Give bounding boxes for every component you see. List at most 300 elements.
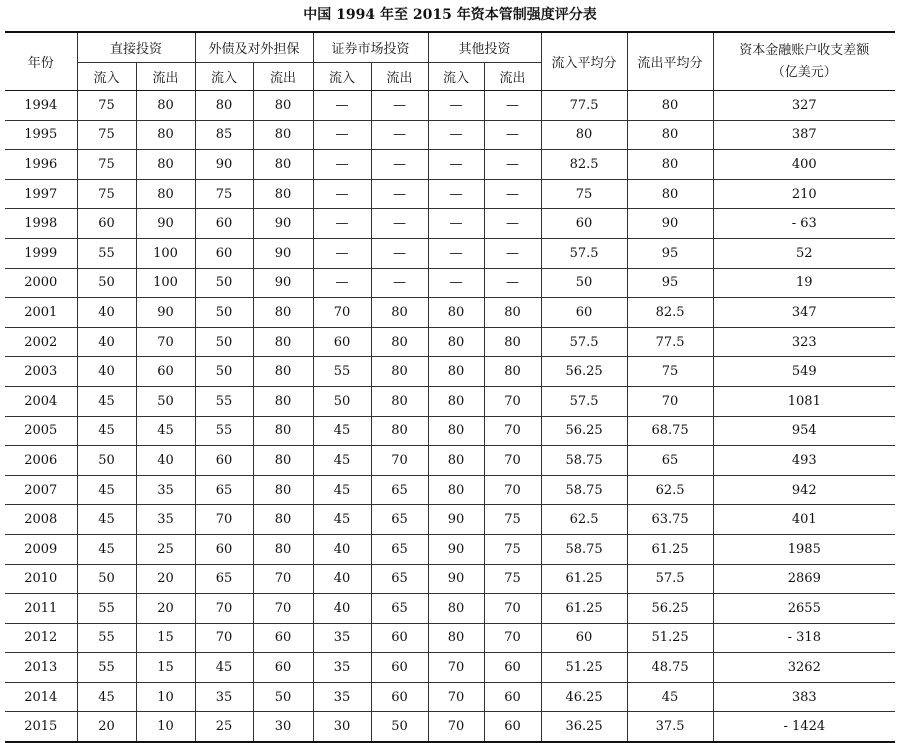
cell-securities-in: 45	[313, 505, 371, 535]
header-fdi: 直接投资	[77, 32, 195, 63]
cell-other-out: 80	[484, 357, 541, 387]
cell-fdi-in: 50	[77, 446, 136, 476]
cell-fdi-in: 55	[77, 238, 136, 268]
cell-fdi-out: 40	[136, 446, 195, 476]
cell-inflow-avg: 60	[541, 209, 627, 239]
cell-outflow-avg: 80	[627, 120, 713, 150]
cell-fdi-in: 55	[77, 623, 136, 653]
table-row	[5, 594, 895, 624]
cell-securities-out: 80	[371, 416, 428, 446]
cell-year: 2012	[5, 623, 77, 653]
table-row	[5, 386, 895, 416]
cell-outflow-avg: 68.75	[627, 416, 713, 446]
header-balance-line2: （亿美元）	[771, 64, 837, 80]
cell-securities-in: —	[313, 209, 371, 239]
cell-outflow-avg: 95	[627, 238, 713, 268]
cell-other-in: —	[428, 238, 484, 268]
table-row	[5, 298, 895, 328]
cell-securities-in: —	[313, 150, 371, 180]
cell-securities-in: 70	[313, 298, 371, 328]
cell-securities-in: 35	[313, 623, 371, 653]
cell-year: 1994	[5, 91, 77, 121]
cell-fdi-out: 20	[136, 594, 195, 624]
cell-other-in: 80	[428, 298, 484, 328]
cell-fdi-in: 40	[77, 357, 136, 387]
table-row	[5, 712, 895, 742]
cell-securities-out: —	[371, 120, 428, 150]
cell-debt-out: 80	[253, 475, 313, 505]
cell-inflow-avg: 61.25	[541, 564, 627, 594]
header-debt-in: 流入	[195, 63, 253, 91]
cell-inflow-avg: 36.25	[541, 712, 627, 742]
cell-debt-out: 90	[253, 268, 313, 298]
cell-balance: 2869	[713, 564, 895, 594]
cell-inflow-avg: 57.5	[541, 386, 627, 416]
cell-securities-in: 40	[313, 534, 371, 564]
cell-balance: 1985	[713, 534, 895, 564]
cell-other-out: 75	[484, 505, 541, 535]
cell-securities-in: —	[313, 238, 371, 268]
cell-inflow-avg: 60	[541, 623, 627, 653]
table-row	[5, 327, 895, 357]
cell-debt-in: 50	[195, 357, 253, 387]
header-securities-out: 流出	[371, 63, 428, 91]
cell-fdi-out: 90	[136, 209, 195, 239]
header-balance	[713, 32, 895, 91]
cell-other-in: 80	[428, 446, 484, 476]
cell-fdi-in: 75	[77, 120, 136, 150]
cell-securities-out: 70	[371, 446, 428, 476]
cell-securities-out: —	[371, 150, 428, 180]
cell-other-in: 80	[428, 386, 484, 416]
header-fdi-in: 流入	[77, 63, 136, 91]
cell-debt-out: 80	[253, 150, 313, 180]
cell-fdi-in: 75	[77, 150, 136, 180]
cell-outflow-avg: 56.25	[627, 594, 713, 624]
cell-securities-out: 80	[371, 298, 428, 328]
cell-inflow-avg: 57.5	[541, 238, 627, 268]
cell-securities-in: 55	[313, 357, 371, 387]
cell-securities-out: 60	[371, 653, 428, 683]
cell-year: 2009	[5, 534, 77, 564]
cell-year: 2006	[5, 446, 77, 476]
cell-debt-out: 80	[253, 386, 313, 416]
table-row	[5, 623, 895, 653]
cell-inflow-avg: 46.25	[541, 682, 627, 712]
cell-inflow-avg: 58.75	[541, 534, 627, 564]
cell-balance: 493	[713, 446, 895, 476]
cell-debt-in: 60	[195, 238, 253, 268]
cell-securities-out: 60	[371, 682, 428, 712]
cell-debt-in: 55	[195, 386, 253, 416]
cell-fdi-in: 45	[77, 416, 136, 446]
cell-debt-out: 80	[253, 534, 313, 564]
cell-year: 2014	[5, 682, 77, 712]
cell-fdi-in: 40	[77, 298, 136, 328]
cell-outflow-avg: 48.75	[627, 653, 713, 683]
cell-outflow-avg: 80	[627, 150, 713, 180]
cell-securities-out: 65	[371, 594, 428, 624]
cell-year: 2011	[5, 594, 77, 624]
header-outflow-avg: 流出平均分	[627, 32, 713, 91]
cell-fdi-out: 80	[136, 150, 195, 180]
cell-debt-out: 60	[253, 653, 313, 683]
header-debt-out: 流出	[253, 63, 313, 91]
cell-debt-out: 90	[253, 238, 313, 268]
cell-fdi-out: 60	[136, 357, 195, 387]
cell-other-out: 75	[484, 564, 541, 594]
cell-outflow-avg: 95	[627, 268, 713, 298]
cell-year: 2000	[5, 268, 77, 298]
cell-fdi-out: 20	[136, 564, 195, 594]
cell-inflow-avg: 80	[541, 120, 627, 150]
header-inflow-avg: 流入平均分	[541, 32, 627, 91]
cell-inflow-avg: 56.25	[541, 416, 627, 446]
cell-year: 2013	[5, 653, 77, 683]
cell-fdi-in: 45	[77, 505, 136, 535]
cell-securities-out: 65	[371, 564, 428, 594]
cell-inflow-avg: 60	[541, 298, 627, 328]
cell-outflow-avg: 62.5	[627, 475, 713, 505]
cell-debt-in: 85	[195, 120, 253, 150]
cell-outflow-avg: 90	[627, 209, 713, 239]
cell-other-in: 90	[428, 505, 484, 535]
cell-other-in: 80	[428, 623, 484, 653]
cell-outflow-avg: 45	[627, 682, 713, 712]
header-fdi-out: 流出	[136, 63, 195, 91]
cell-fdi-out: 25	[136, 534, 195, 564]
cell-balance: 1081	[713, 386, 895, 416]
table-row	[5, 209, 895, 239]
cell-other-out: 80	[484, 298, 541, 328]
cell-debt-in: 45	[195, 653, 253, 683]
capital-control-table	[5, 31, 895, 743]
table-row	[5, 534, 895, 564]
cell-debt-out: 80	[253, 357, 313, 387]
cell-inflow-avg: 50	[541, 268, 627, 298]
cell-other-in: —	[428, 91, 484, 121]
cell-outflow-avg: 37.5	[627, 712, 713, 742]
cell-debt-in: 60	[195, 446, 253, 476]
cell-securities-out: —	[371, 179, 428, 209]
cell-other-out: —	[484, 179, 541, 209]
cell-outflow-avg: 75	[627, 357, 713, 387]
cell-debt-out: 80	[253, 416, 313, 446]
cell-fdi-in: 45	[77, 386, 136, 416]
cell-securities-out: 80	[371, 357, 428, 387]
cell-balance: 347	[713, 298, 895, 328]
cell-balance: 954	[713, 416, 895, 446]
cell-fdi-in: 45	[77, 682, 136, 712]
cell-fdi-out: 45	[136, 416, 195, 446]
table-row	[5, 446, 895, 476]
cell-other-out: —	[484, 91, 541, 121]
cell-balance: 3262	[713, 653, 895, 683]
cell-inflow-avg: 75	[541, 179, 627, 209]
cell-balance: 323	[713, 327, 895, 357]
cell-year: 1999	[5, 238, 77, 268]
cell-securities-out: 65	[371, 534, 428, 564]
cell-other-out: —	[484, 209, 541, 239]
cell-securities-in: 45	[313, 475, 371, 505]
cell-other-out: 80	[484, 327, 541, 357]
cell-securities-out: —	[371, 91, 428, 121]
cell-balance: 401	[713, 505, 895, 535]
cell-debt-in: 70	[195, 594, 253, 624]
header-row-top	[5, 32, 895, 63]
cell-debt-in: 35	[195, 682, 253, 712]
table-row	[5, 682, 895, 712]
cell-other-in: 80	[428, 475, 484, 505]
cell-fdi-out: 50	[136, 386, 195, 416]
cell-balance: 400	[713, 150, 895, 180]
cell-securities-in: 45	[313, 446, 371, 476]
cell-other-in: 90	[428, 564, 484, 594]
cell-year: 2008	[5, 505, 77, 535]
cell-other-in: —	[428, 268, 484, 298]
cell-securities-in: 40	[313, 594, 371, 624]
cell-other-out: —	[484, 120, 541, 150]
cell-year: 2001	[5, 298, 77, 328]
cell-balance: - 63	[713, 209, 895, 239]
cell-outflow-avg: 80	[627, 91, 713, 121]
cell-securities-in: 35	[313, 682, 371, 712]
cell-debt-out: 90	[253, 209, 313, 239]
cell-other-in: 80	[428, 357, 484, 387]
cell-debt-out: 60	[253, 623, 313, 653]
table-row	[5, 268, 895, 298]
cell-securities-in: 35	[313, 653, 371, 683]
cell-securities-out: 60	[371, 623, 428, 653]
cell-debt-in: 65	[195, 475, 253, 505]
cell-balance: 210	[713, 179, 895, 209]
cell-securities-out: —	[371, 238, 428, 268]
cell-outflow-avg: 65	[627, 446, 713, 476]
cell-fdi-out: 10	[136, 712, 195, 742]
table-row	[5, 120, 895, 150]
cell-inflow-avg: 51.25	[541, 653, 627, 683]
header-other-out: 流出	[484, 63, 541, 91]
cell-balance: 327	[713, 91, 895, 121]
cell-securities-out: 65	[371, 475, 428, 505]
cell-other-in: —	[428, 209, 484, 239]
cell-debt-out: 80	[253, 327, 313, 357]
cell-year: 2003	[5, 357, 77, 387]
cell-outflow-avg: 82.5	[627, 298, 713, 328]
header-debt: 外债及对外担保	[195, 32, 313, 63]
header-balance-line1: 资本金融账户收支差额	[739, 42, 870, 58]
cell-debt-out: 30	[253, 712, 313, 742]
cell-year: 2004	[5, 386, 77, 416]
cell-fdi-in: 45	[77, 475, 136, 505]
cell-other-in: —	[428, 150, 484, 180]
cell-fdi-out: 70	[136, 327, 195, 357]
cell-securities-out: —	[371, 268, 428, 298]
cell-debt-in: 50	[195, 268, 253, 298]
cell-securities-in: —	[313, 120, 371, 150]
cell-fdi-in: 40	[77, 327, 136, 357]
cell-debt-out: 80	[253, 91, 313, 121]
table-row	[5, 416, 895, 446]
cell-fdi-out: 100	[136, 238, 195, 268]
cell-balance: - 318	[713, 623, 895, 653]
cell-other-out: 60	[484, 712, 541, 742]
cell-balance: 52	[713, 238, 895, 268]
cell-other-out: 70	[484, 594, 541, 624]
cell-other-in: 70	[428, 682, 484, 712]
cell-other-out: 70	[484, 475, 541, 505]
cell-debt-out: 80	[253, 120, 313, 150]
cell-balance: 549	[713, 357, 895, 387]
cell-debt-in: 55	[195, 416, 253, 446]
header-securities-in: 流入	[313, 63, 371, 91]
table-row	[5, 653, 895, 683]
cell-other-out: 60	[484, 682, 541, 712]
cell-other-out: —	[484, 238, 541, 268]
cell-other-out: 75	[484, 534, 541, 564]
cell-inflow-avg: 82.5	[541, 150, 627, 180]
cell-debt-out: 70	[253, 564, 313, 594]
cell-outflow-avg: 57.5	[627, 564, 713, 594]
cell-other-out: 70	[484, 623, 541, 653]
cell-fdi-out: 90	[136, 298, 195, 328]
table-row	[5, 238, 895, 268]
cell-other-out: 60	[484, 653, 541, 683]
table-row	[5, 150, 895, 180]
header-other: 其他投资	[428, 32, 541, 63]
table-row	[5, 179, 895, 209]
cell-year: 2002	[5, 327, 77, 357]
table-row	[5, 357, 895, 387]
table-body	[5, 91, 895, 743]
cell-inflow-avg: 61.25	[541, 594, 627, 624]
cell-other-in: —	[428, 179, 484, 209]
cell-debt-in: 60	[195, 209, 253, 239]
cell-securities-in: —	[313, 179, 371, 209]
cell-fdi-in: 55	[77, 594, 136, 624]
cell-year: 1995	[5, 120, 77, 150]
cell-other-out: —	[484, 268, 541, 298]
cell-other-in: 70	[428, 653, 484, 683]
cell-outflow-avg: 63.75	[627, 505, 713, 535]
cell-debt-in: 25	[195, 712, 253, 742]
cell-outflow-avg: 77.5	[627, 327, 713, 357]
cell-other-in: 80	[428, 327, 484, 357]
cell-fdi-out: 80	[136, 91, 195, 121]
cell-securities-in: 45	[313, 416, 371, 446]
cell-securities-out: 65	[371, 505, 428, 535]
cell-debt-out: 50	[253, 682, 313, 712]
cell-inflow-avg: 58.75	[541, 475, 627, 505]
cell-debt-out: 80	[253, 505, 313, 535]
cell-other-out: 70	[484, 416, 541, 446]
cell-securities-in: —	[313, 91, 371, 121]
cell-year: 2010	[5, 564, 77, 594]
cell-year: 1998	[5, 209, 77, 239]
cell-inflow-avg: 77.5	[541, 91, 627, 121]
cell-securities-out: 80	[371, 386, 428, 416]
cell-year: 2015	[5, 712, 77, 742]
cell-fdi-in: 50	[77, 268, 136, 298]
cell-outflow-avg: 61.25	[627, 534, 713, 564]
header-securities: 证券市场投资	[313, 32, 428, 63]
cell-securities-in: 30	[313, 712, 371, 742]
table-row	[5, 505, 895, 535]
cell-other-in: 90	[428, 534, 484, 564]
cell-debt-out: 80	[253, 446, 313, 476]
cell-fdi-out: 80	[136, 179, 195, 209]
cell-fdi-out: 35	[136, 475, 195, 505]
cell-outflow-avg: 80	[627, 179, 713, 209]
cell-debt-in: 80	[195, 91, 253, 121]
cell-fdi-in: 60	[77, 209, 136, 239]
cell-fdi-in: 75	[77, 91, 136, 121]
table-row	[5, 564, 895, 594]
cell-fdi-in: 45	[77, 534, 136, 564]
cell-securities-out: 80	[371, 327, 428, 357]
cell-fdi-out: 15	[136, 653, 195, 683]
table-row	[5, 91, 895, 121]
cell-debt-in: 70	[195, 505, 253, 535]
cell-fdi-out: 15	[136, 623, 195, 653]
cell-other-in: 70	[428, 712, 484, 742]
cell-other-out: 70	[484, 386, 541, 416]
cell-debt-in: 75	[195, 179, 253, 209]
cell-securities-in: 40	[313, 564, 371, 594]
cell-fdi-out: 35	[136, 505, 195, 535]
cell-debt-out: 80	[253, 179, 313, 209]
cell-securities-in: —	[313, 268, 371, 298]
cell-fdi-in: 75	[77, 179, 136, 209]
header-other-in: 流入	[428, 63, 484, 91]
cell-year: 2007	[5, 475, 77, 505]
cell-year: 1996	[5, 150, 77, 180]
cell-debt-in: 70	[195, 623, 253, 653]
cell-other-out: —	[484, 150, 541, 180]
cell-balance: 2655	[713, 594, 895, 624]
cell-balance: 19	[713, 268, 895, 298]
cell-fdi-in: 20	[77, 712, 136, 742]
cell-other-out: 70	[484, 446, 541, 476]
cell-securities-out: —	[371, 209, 428, 239]
cell-fdi-in: 55	[77, 653, 136, 683]
cell-debt-in: 60	[195, 534, 253, 564]
cell-securities-in: 60	[313, 327, 371, 357]
cell-year: 1997	[5, 179, 77, 209]
cell-debt-in: 65	[195, 564, 253, 594]
header-year: 年份	[5, 32, 77, 91]
cell-debt-in: 50	[195, 298, 253, 328]
cell-debt-in: 50	[195, 327, 253, 357]
cell-inflow-avg: 58.75	[541, 446, 627, 476]
cell-fdi-out: 80	[136, 120, 195, 150]
cell-inflow-avg: 56.25	[541, 357, 627, 387]
cell-year: 2005	[5, 416, 77, 446]
cell-other-in: —	[428, 120, 484, 150]
cell-debt-out: 80	[253, 298, 313, 328]
cell-outflow-avg: 51.25	[627, 623, 713, 653]
cell-balance: 387	[713, 120, 895, 150]
cell-debt-in: 90	[195, 150, 253, 180]
cell-fdi-out: 100	[136, 268, 195, 298]
cell-debt-out: 70	[253, 594, 313, 624]
table-title: 中国 1994 年至 2015 年资本管制强度评分表	[303, 7, 597, 23]
cell-fdi-out: 10	[136, 682, 195, 712]
cell-inflow-avg: 57.5	[541, 327, 627, 357]
cell-balance: 942	[713, 475, 895, 505]
cell-other-in: 80	[428, 416, 484, 446]
cell-securities-in: 50	[313, 386, 371, 416]
